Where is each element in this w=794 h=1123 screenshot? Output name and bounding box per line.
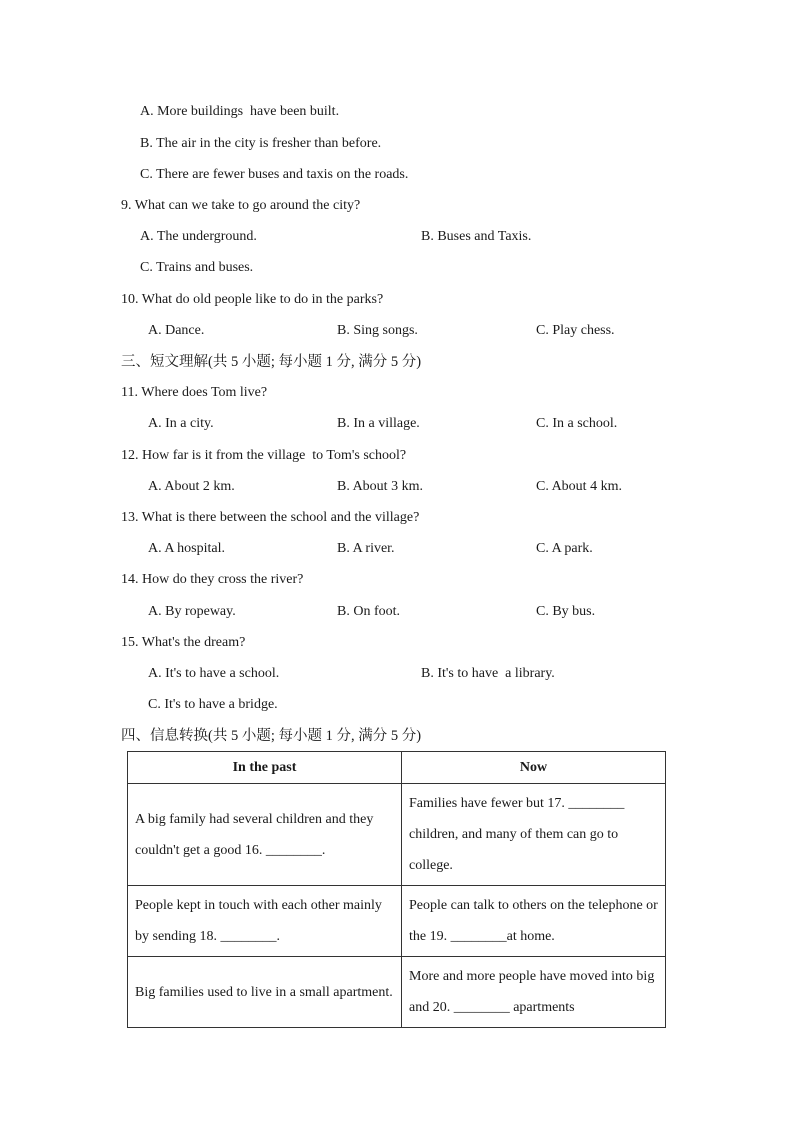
table-header-row [128, 752, 666, 784]
q10-question: 10. What do old people like to do in the parks? [121, 292, 384, 307]
q12-option-b: B. About 3 km. [337, 479, 423, 494]
q14-question: 14. How do they cross the river? [121, 572, 304, 587]
q15-option-c: C. It's to have a bridge. [148, 697, 278, 712]
cell-past-2: People kept in touch with each other mainly by sending 18. ________. [128, 886, 402, 957]
header-in-the-past: In the past [128, 752, 402, 784]
header-now: Now [402, 752, 666, 784]
q11-option-a: A. In a city. [148, 416, 214, 431]
cell-now-1: Families have fewer but 17. ________ children, and many of them can go to college. [402, 784, 666, 886]
section-4-heading: 四、信息转换(共 5 小题; 每小题 1 分, 满分 5 分) [121, 728, 422, 744]
q14-option-c: C. By bus. [536, 604, 596, 619]
table-row [128, 957, 666, 1028]
q9-question: 9. What can we take to go around the city? [121, 198, 361, 213]
section-3-heading: 三、短文理解(共 5 小题; 每小题 1 分, 满分 5 分) [121, 354, 422, 370]
q10-option-c: C. Play chess. [536, 323, 615, 338]
q8-option-a: A. More buildings have been built. [140, 104, 340, 119]
table-row [128, 886, 666, 957]
q8-option-c: C. There are fewer buses and taxis on the roads. [140, 167, 409, 182]
q14-option-b: B. On foot. [337, 604, 400, 619]
q13-option-c: C. A park. [536, 541, 593, 556]
q13-option-a: A. A hospital. [148, 541, 226, 556]
q13-option-b: B. A river. [337, 541, 395, 556]
q11-option-c: C. In a school. [536, 416, 618, 431]
q11-question: 11. Where does Tom live? [121, 385, 268, 400]
q12-option-c: C. About 4 km. [536, 479, 622, 494]
q15-option-a: A. It's to have a school. [148, 666, 280, 681]
cell-now-2: People can talk to others on the telephone or the 19. ________at home. [402, 886, 666, 957]
q9-option-b: B. Buses and Taxis. [421, 229, 532, 244]
table-row [128, 784, 666, 886]
q9-option-c: C. Trains and buses. [140, 260, 254, 275]
q10-option-b: B. Sing songs. [337, 323, 418, 338]
q12-question: 12. How far is it from the village to Tom's school? [121, 448, 407, 463]
info-transfer-table [127, 751, 666, 1028]
cell-now-3: More and more people have moved into big and 20. ________ apartments [402, 957, 666, 1028]
q14-option-a: A. By ropeway. [148, 604, 236, 619]
q13-question: 13. What is there between the school and the village? [121, 510, 420, 525]
q11-option-b: B. In a village. [337, 416, 420, 431]
q10-option-a: A. Dance. [148, 323, 205, 338]
cell-past-3: Big families used to live in a small apartment. [128, 957, 402, 1028]
q9-option-a: A. The underground. [140, 229, 257, 244]
q15-option-b: B. It's to have a library. [421, 666, 555, 681]
q8-option-b: B. The air in the city is fresher than before. [140, 136, 382, 151]
q15-question: 15. What's the dream? [121, 635, 246, 650]
cell-past-1: A big family had several children and they couldn't get a good 16. ________. [128, 784, 402, 886]
q12-option-a: A. About 2 km. [148, 479, 235, 494]
